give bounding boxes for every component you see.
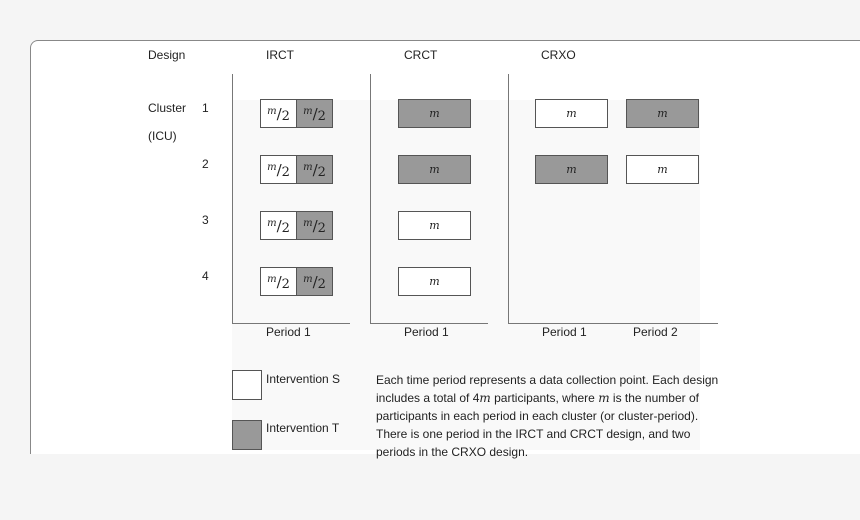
crxo-cell-cluster-2-period-1: m (535, 155, 608, 184)
crct-header: CRCT (404, 48, 438, 62)
irct-half-t: $^m$ / 2 (296, 156, 332, 183)
irct-half-s: $^m$ / 2 (267, 104, 290, 124)
legend-swatch-intervention-t (232, 420, 262, 450)
crct-cell-cluster-2: m (398, 155, 471, 184)
legend-label-intervention-s: Intervention S (266, 372, 341, 386)
cluster-number: 1 (202, 101, 209, 115)
crct-cell-cluster-4: m (398, 267, 471, 296)
crxo-period-1-label: Period 1 (542, 325, 587, 339)
crxo-y-axis (508, 74, 509, 324)
irct-cell-cluster-4 (260, 267, 333, 296)
crxo-x-axis (508, 323, 718, 324)
description-text: Each time period represents a data collection point. Each design includes a total of 4m participants, where m is the number of participants in each period in each cluster (or cluster-period). There is one period in the IRCT and CRCT design, and two periods in the CRXO design. (376, 373, 719, 459)
legend-swatch-intervention-s (232, 370, 262, 400)
irct-cell-cluster-1 (260, 99, 333, 128)
irct-cell-cluster-3 (260, 211, 333, 240)
crct-cell-cluster-3: m (398, 211, 471, 240)
irct-half-t: $^m$ / 2 (296, 212, 332, 239)
crxo-cell-cluster-1-period-2: m (626, 99, 699, 128)
irct-y-axis (232, 74, 233, 324)
crct-period-label: Period 1 (404, 325, 449, 339)
crxo-cell-cluster-2-period-2: m (626, 155, 699, 184)
cluster-number: 2 (202, 157, 209, 171)
cluster-number: 3 (202, 213, 209, 227)
crxo-period-2-label: Period 2 (633, 325, 678, 339)
cluster-sublabel: (ICU) (148, 129, 177, 143)
cluster-number: 4 (202, 269, 209, 283)
irct-half-t: $^m$ / 2 (296, 100, 332, 127)
crct-cell-cluster-1: m (398, 99, 471, 128)
crxo-cell-cluster-1-period-1: m (535, 99, 608, 128)
irct-x-axis (232, 323, 350, 324)
irct-header: IRCT (266, 48, 294, 62)
irct-half-s: $^m$ / 2 (267, 272, 290, 292)
cluster-label: Cluster (148, 101, 187, 115)
crct-x-axis (370, 323, 488, 324)
crxo-header: CRXO (541, 48, 576, 62)
irct-half-s: $^m$ / 2 (267, 216, 290, 236)
legend-label-intervention-t: Intervention T (266, 421, 340, 435)
irct-cell-cluster-2 (260, 155, 333, 184)
design-header: Design (148, 48, 186, 62)
irct-period-label: Period 1 (266, 325, 311, 339)
crct-y-axis (370, 74, 371, 324)
irct-half-s: $^m$ / 2 (267, 160, 290, 180)
irct-half-t: $^m$ / 2 (296, 268, 332, 295)
